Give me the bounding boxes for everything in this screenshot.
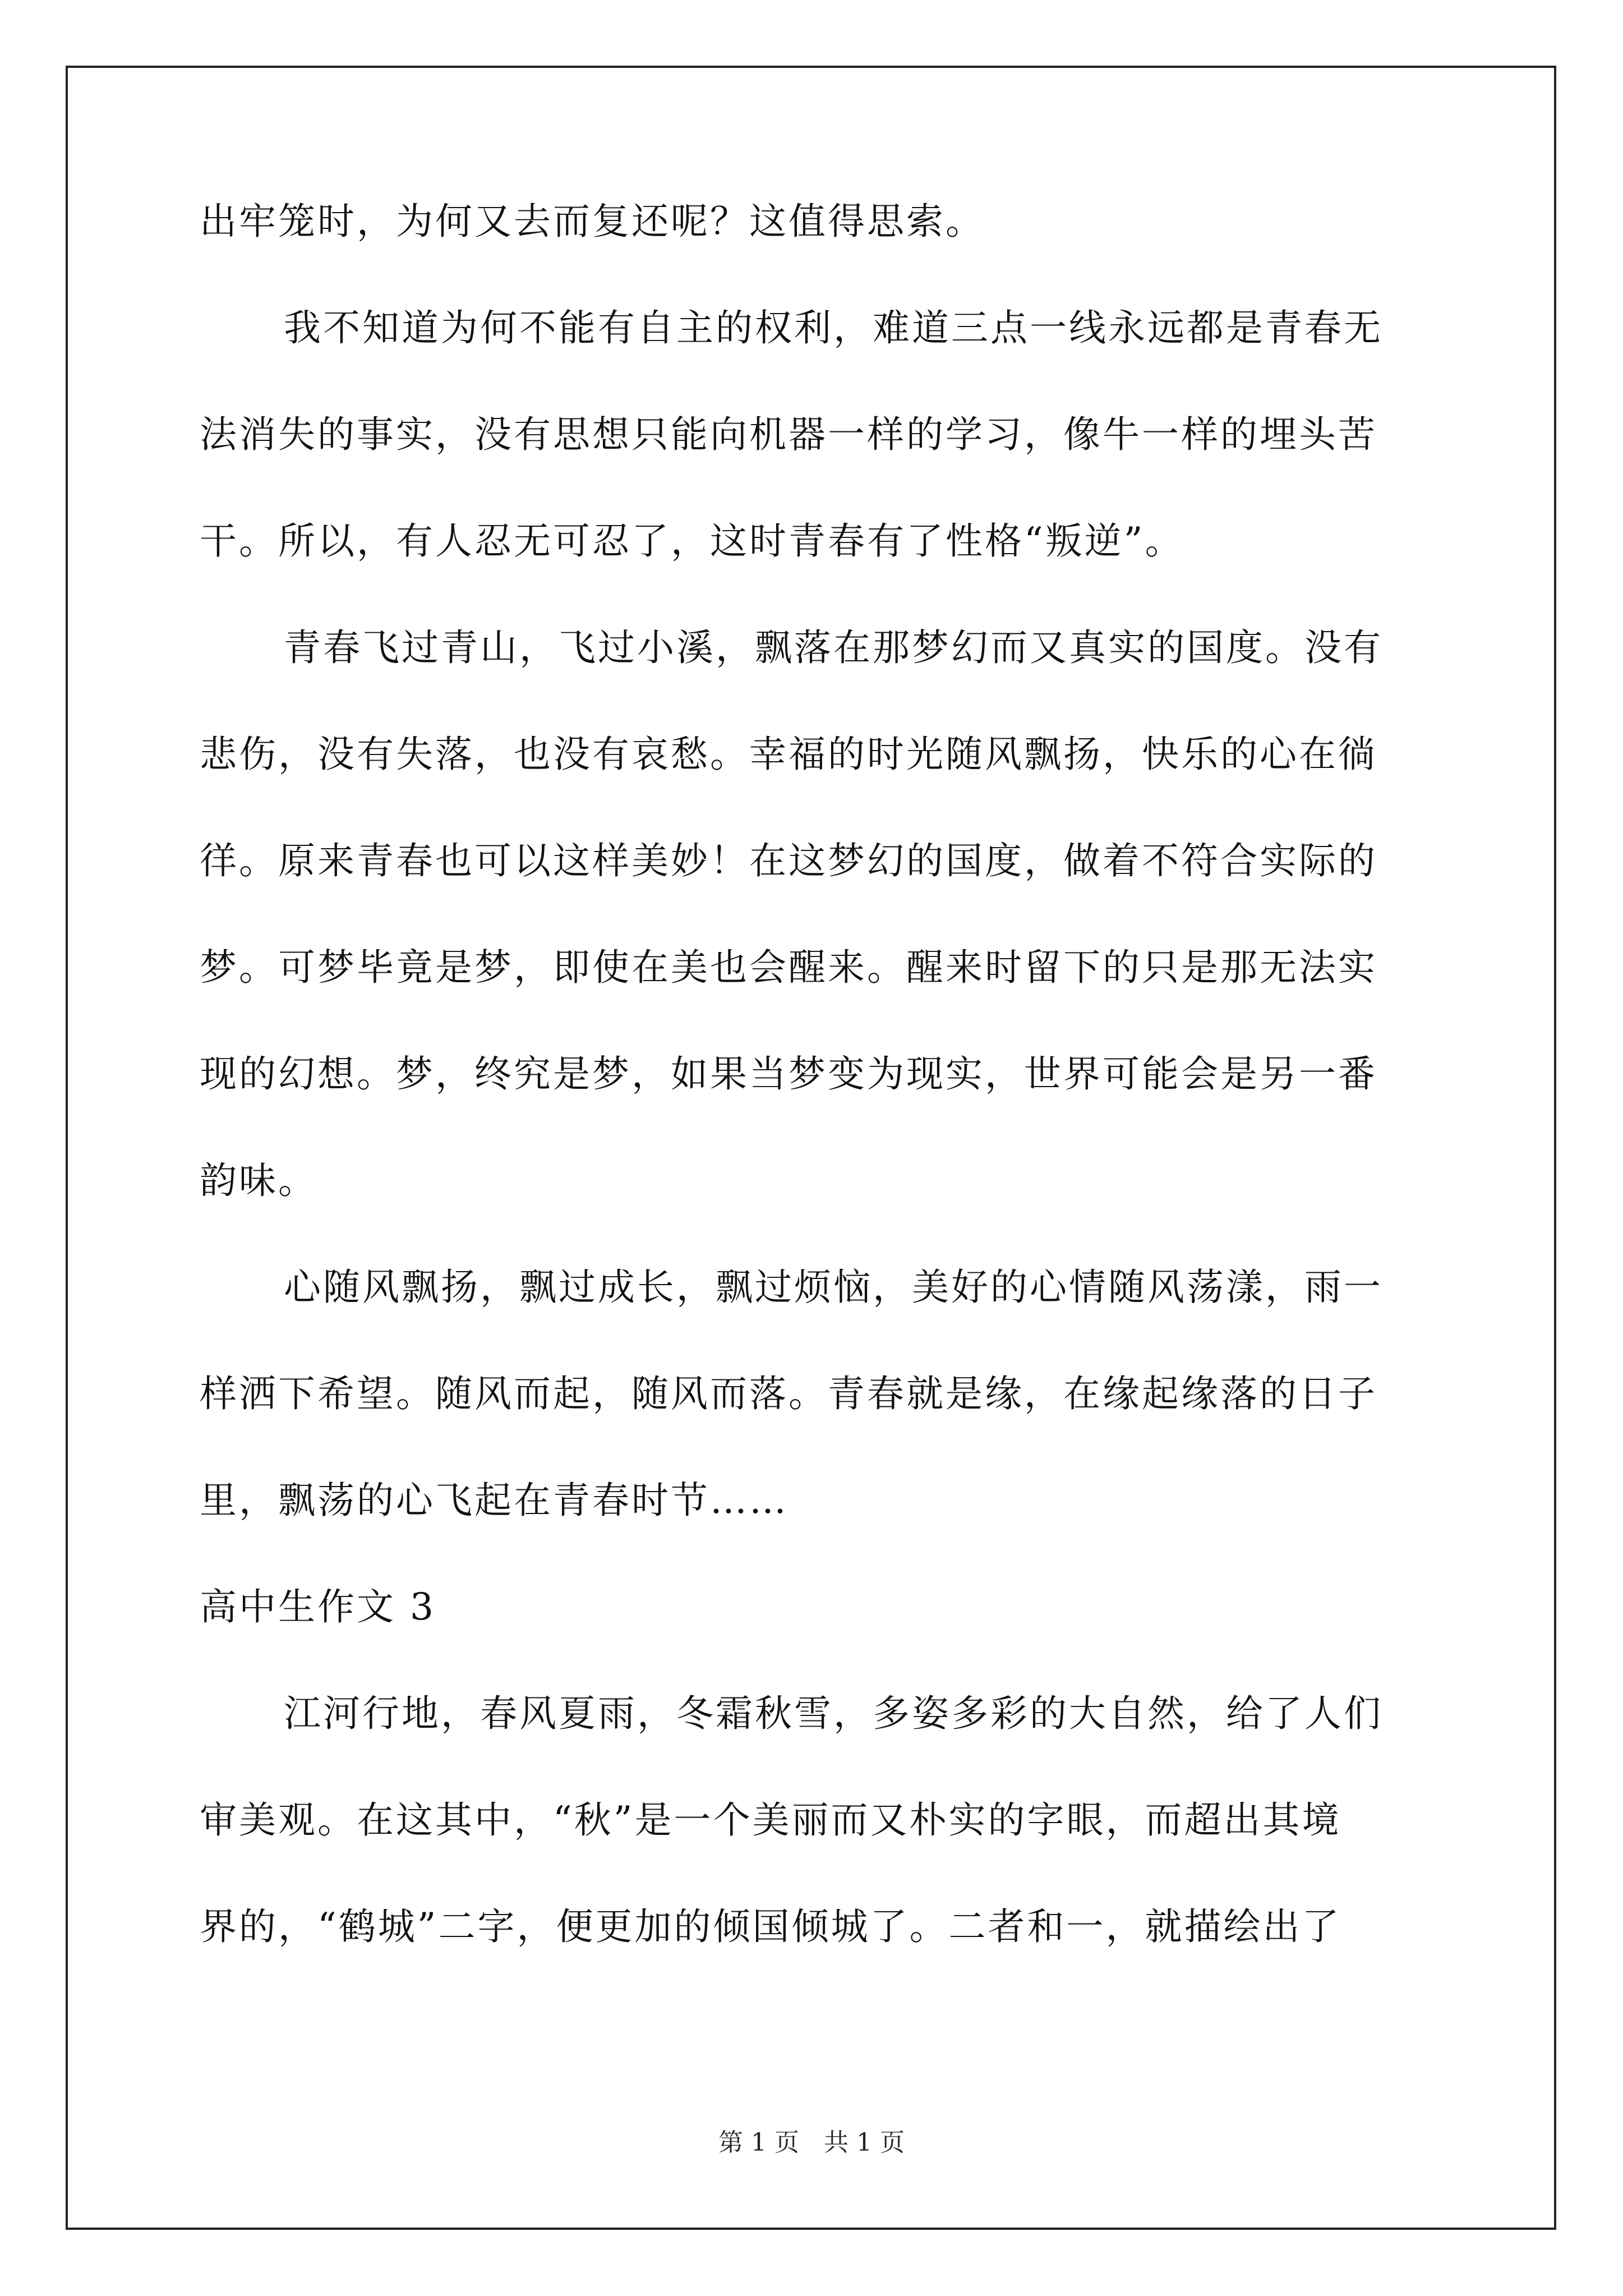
text-line-6: 悲伤，没有失落，也没有哀愁。幸福的时光随风飘扬，快乐的心在徜 [200,733,1377,776]
text-line-7: 徉。原来青春也可以这样美妙！在这梦幻的国度，做着不符合实际的 [200,839,1377,882]
text-line-11: 心随风飘扬，飘过成长，飘过烦恼，美好的心情随风荡漾，雨一 [284,1266,1383,1309]
text-line-13: 里，飘荡的心飞起在青春时节…… [200,1479,789,1522]
text-line-12: 样洒下希望。随风而起，随风而落。青春就是缘，在缘起缘落的日子 [200,1372,1377,1415]
text-line-5: 青春飞过青山，飞过小溪，飘落在那梦幻而又真实的国度。没有 [284,626,1383,669]
text-line-2: 我不知道为何不能有自主的权利，难道三点一线永远都是青春无 [284,306,1383,349]
text-line-17: 界的，“鹤城”二字，便更加的倾国倾城了。二者和一，就描绘出了 [200,1905,1341,1948]
text-line-10: 韵味。 [200,1159,317,1202]
text-line-16: 审美观。在这其中，“秋”是一个美丽而又朴实的字眼，而超出其境 [200,1798,1341,1842]
text-line-1: 出牢笼时，为何又去而复还呢？这值得思索。 [200,200,985,243]
text-line-4: 干。所以，有人忍无可忍了，这时青春有了性格“叛逆”。 [200,519,1184,563]
text-line-8: 梦。可梦毕竟是梦，即使在美也会醒来。醒来时留下的只是那无法实 [200,946,1377,989]
page-footer: 第 1 页 共 1 页 [718,2128,905,2157]
text-line-9: 现的幻想。梦，终究是梦，如果当梦变为现实，世界可能会是另一番 [200,1052,1377,1096]
section-heading: 高中生作文 3 [200,1585,436,1628]
text-line-3: 法消失的事实，没有思想只能向机器一样的学习，像牛一样的埋头苦 [200,413,1377,456]
text-line-15: 江河行地，春风夏雨，冬霜秋雪，多姿多彩的大自然，给了人们 [284,1692,1383,1735]
